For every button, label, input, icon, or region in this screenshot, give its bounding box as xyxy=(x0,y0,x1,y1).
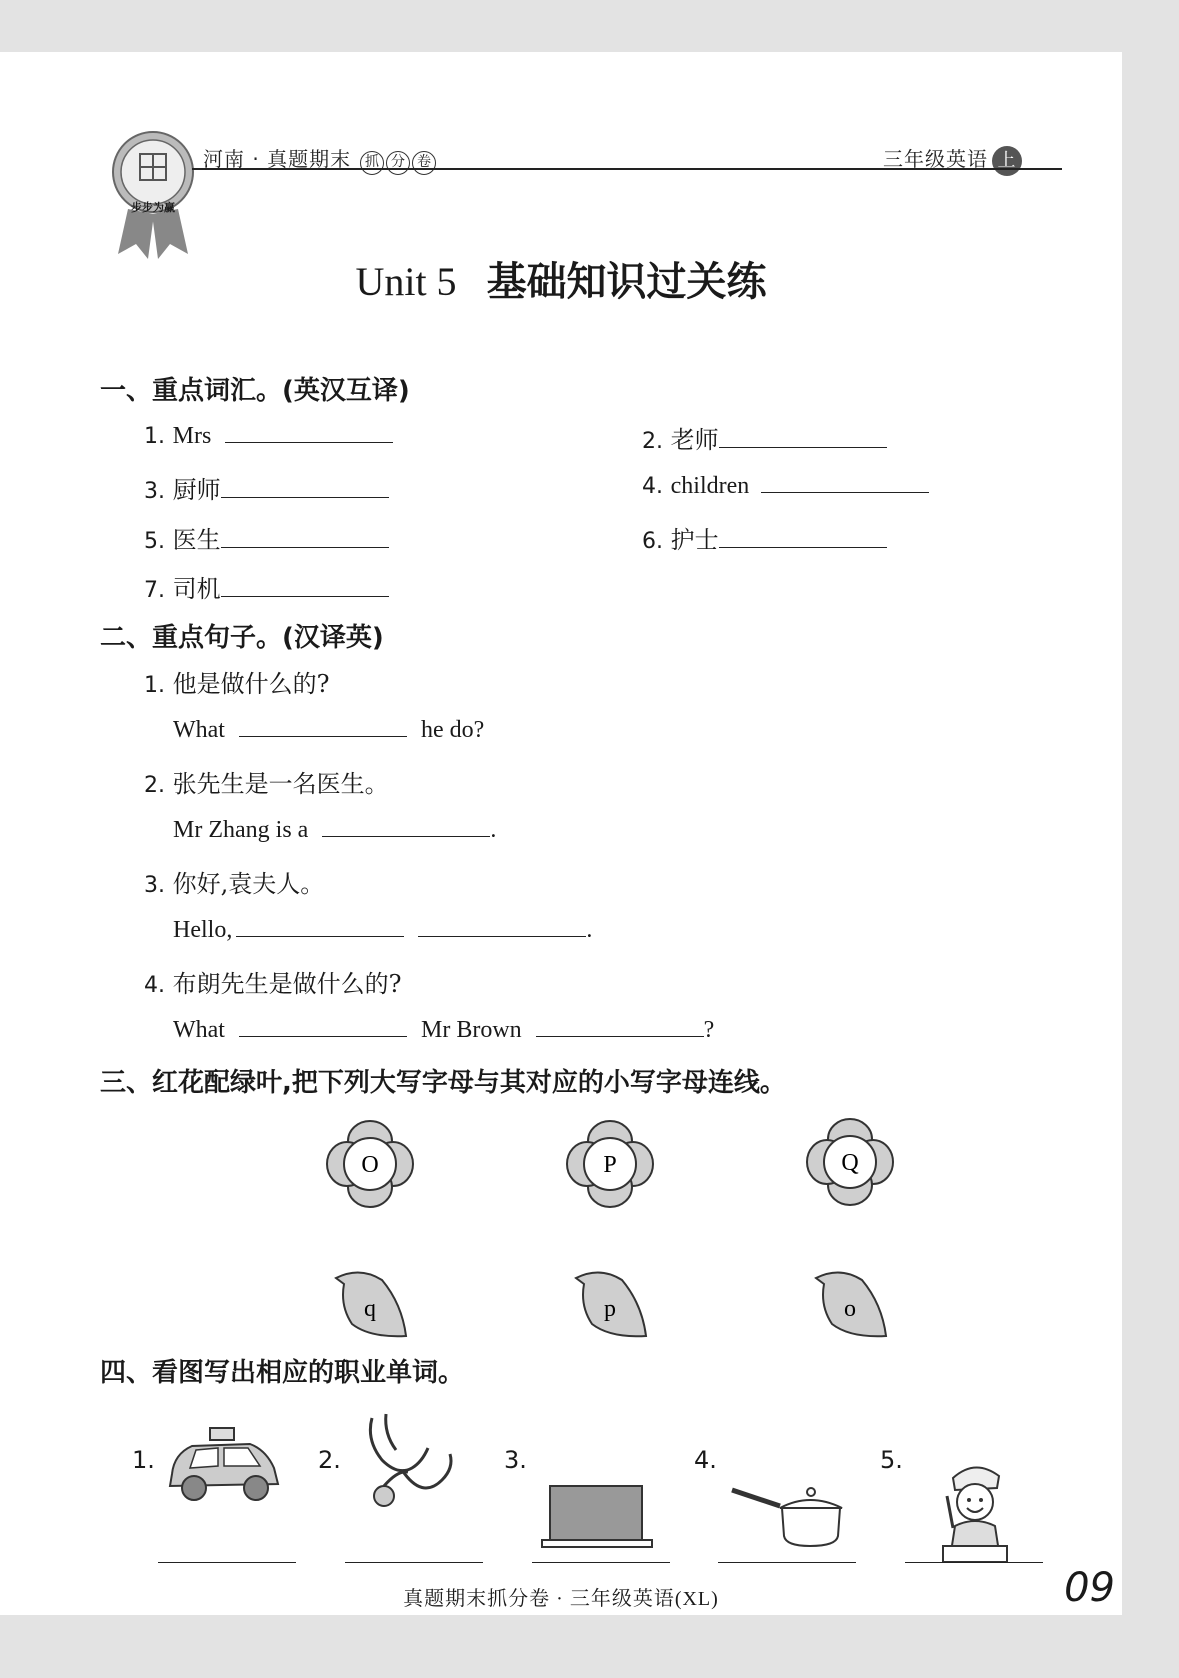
flower-letter: O xyxy=(361,1152,379,1178)
vocab-item: 5. 医生 xyxy=(144,520,389,555)
nurse-icon xyxy=(935,1460,1015,1568)
leaf-letter: q xyxy=(364,1296,376,1322)
sentence-en: What Mr Brown ? xyxy=(173,1014,714,1044)
picture-number: 1. xyxy=(132,1446,155,1474)
taxi-icon xyxy=(162,1424,284,1504)
section4-heading: 四、看图写出相应的职业单词。 xyxy=(100,1358,465,1388)
answer-blank[interactable] xyxy=(221,525,389,548)
vocab-item: 2. 老师 xyxy=(642,420,887,455)
section2-heading: 二、重点句子。(汉译英) xyxy=(100,623,384,653)
worksheet-page xyxy=(0,52,1122,1615)
answer-blank[interactable] xyxy=(719,525,887,548)
badge-text: 步步为赢 xyxy=(131,201,175,214)
sentence-zh: 1. 他是做什么的? xyxy=(144,670,330,698)
section3-heading: 三、红花配绿叶,把下列大写字母与其对应的小写字母连线。 xyxy=(100,1068,786,1098)
title-name: 基础知识过关练 xyxy=(486,259,767,305)
title-unit: Unit 5 xyxy=(355,259,457,304)
vocab-item: 7. 司机 xyxy=(144,569,389,604)
vocab-item: 4. children xyxy=(642,470,929,500)
stethoscope-icon xyxy=(362,1410,462,1510)
header-left-title xyxy=(203,143,436,175)
sentence-en: What he do? xyxy=(173,714,484,744)
header-circled-char: 抓 xyxy=(360,151,384,175)
answer-blank[interactable] xyxy=(225,420,393,443)
header-circled-char: 分 xyxy=(386,151,410,175)
flower-letter: Q xyxy=(841,1150,859,1176)
answer-blank[interactable] xyxy=(536,1014,704,1037)
header-right-title xyxy=(883,143,1022,176)
sentence-zh: 3. 你好,袁夫人。 xyxy=(144,870,325,898)
page-number: 09 xyxy=(1064,1565,1115,1611)
page-title xyxy=(0,250,1122,307)
answer-blank[interactable] xyxy=(761,470,929,493)
leaf-icon[interactable] xyxy=(330,1270,410,1342)
volume-badge: 上 xyxy=(992,146,1022,176)
vocab-item: 3. 厨师 xyxy=(144,470,389,505)
flower-letter: P xyxy=(603,1152,617,1178)
sentence-en: Hello, . xyxy=(173,914,592,944)
picture-number: 3. xyxy=(504,1446,527,1474)
sentence-zh: 2. 张先生是一名医生。 xyxy=(144,770,389,798)
answer-blank[interactable] xyxy=(719,425,887,448)
leaf-letter: p xyxy=(604,1296,616,1322)
page-footer: 真题期末抓分卷 · 三年级英语(XL) xyxy=(403,1588,719,1610)
picture-answer-blank[interactable] xyxy=(532,1562,670,1563)
header-grade: 三年级英语 xyxy=(883,147,988,171)
picture-answer-blank[interactable] xyxy=(158,1562,296,1563)
sentence-en: Mr Zhang is a . xyxy=(173,814,496,844)
header-circled-char: 卷 xyxy=(412,151,436,175)
answer-blank[interactable] xyxy=(239,1014,407,1037)
pot-icon xyxy=(730,1480,850,1550)
picture-answer-blank[interactable] xyxy=(718,1562,856,1563)
answer-blank[interactable] xyxy=(322,814,490,837)
medal-badge-icon xyxy=(110,114,196,264)
header-left-prefix: 河南 · 真题期末 xyxy=(203,147,352,171)
leaf-icon[interactable] xyxy=(570,1270,650,1342)
answer-blank[interactable] xyxy=(221,574,389,597)
picture-answer-blank[interactable] xyxy=(345,1562,483,1563)
vocab-item: 6. 护士 xyxy=(642,520,887,555)
flower-icon[interactable] xyxy=(805,1117,895,1207)
section1-heading: 一、重点词汇。(英汉互译) xyxy=(100,376,410,406)
answer-blank[interactable] xyxy=(418,914,586,937)
picture-number: 4. xyxy=(694,1446,717,1474)
header-divider xyxy=(192,168,1062,170)
picture-number: 2. xyxy=(318,1446,341,1474)
leaf-icon[interactable] xyxy=(810,1270,890,1342)
sentence-zh: 4. 布朗先生是做什么的? xyxy=(144,970,402,998)
picture-answer-blank[interactable] xyxy=(905,1562,1043,1563)
flower-icon[interactable] xyxy=(565,1119,655,1209)
answer-blank[interactable] xyxy=(239,714,407,737)
flower-icon[interactable] xyxy=(325,1119,415,1209)
blackboard-icon xyxy=(540,1484,655,1549)
answer-blank[interactable] xyxy=(221,475,389,498)
leaf-letter: o xyxy=(844,1296,856,1322)
vocab-item: 1. Mrs xyxy=(144,420,393,450)
picture-number: 5. xyxy=(880,1446,903,1474)
answer-blank[interactable] xyxy=(236,914,404,937)
